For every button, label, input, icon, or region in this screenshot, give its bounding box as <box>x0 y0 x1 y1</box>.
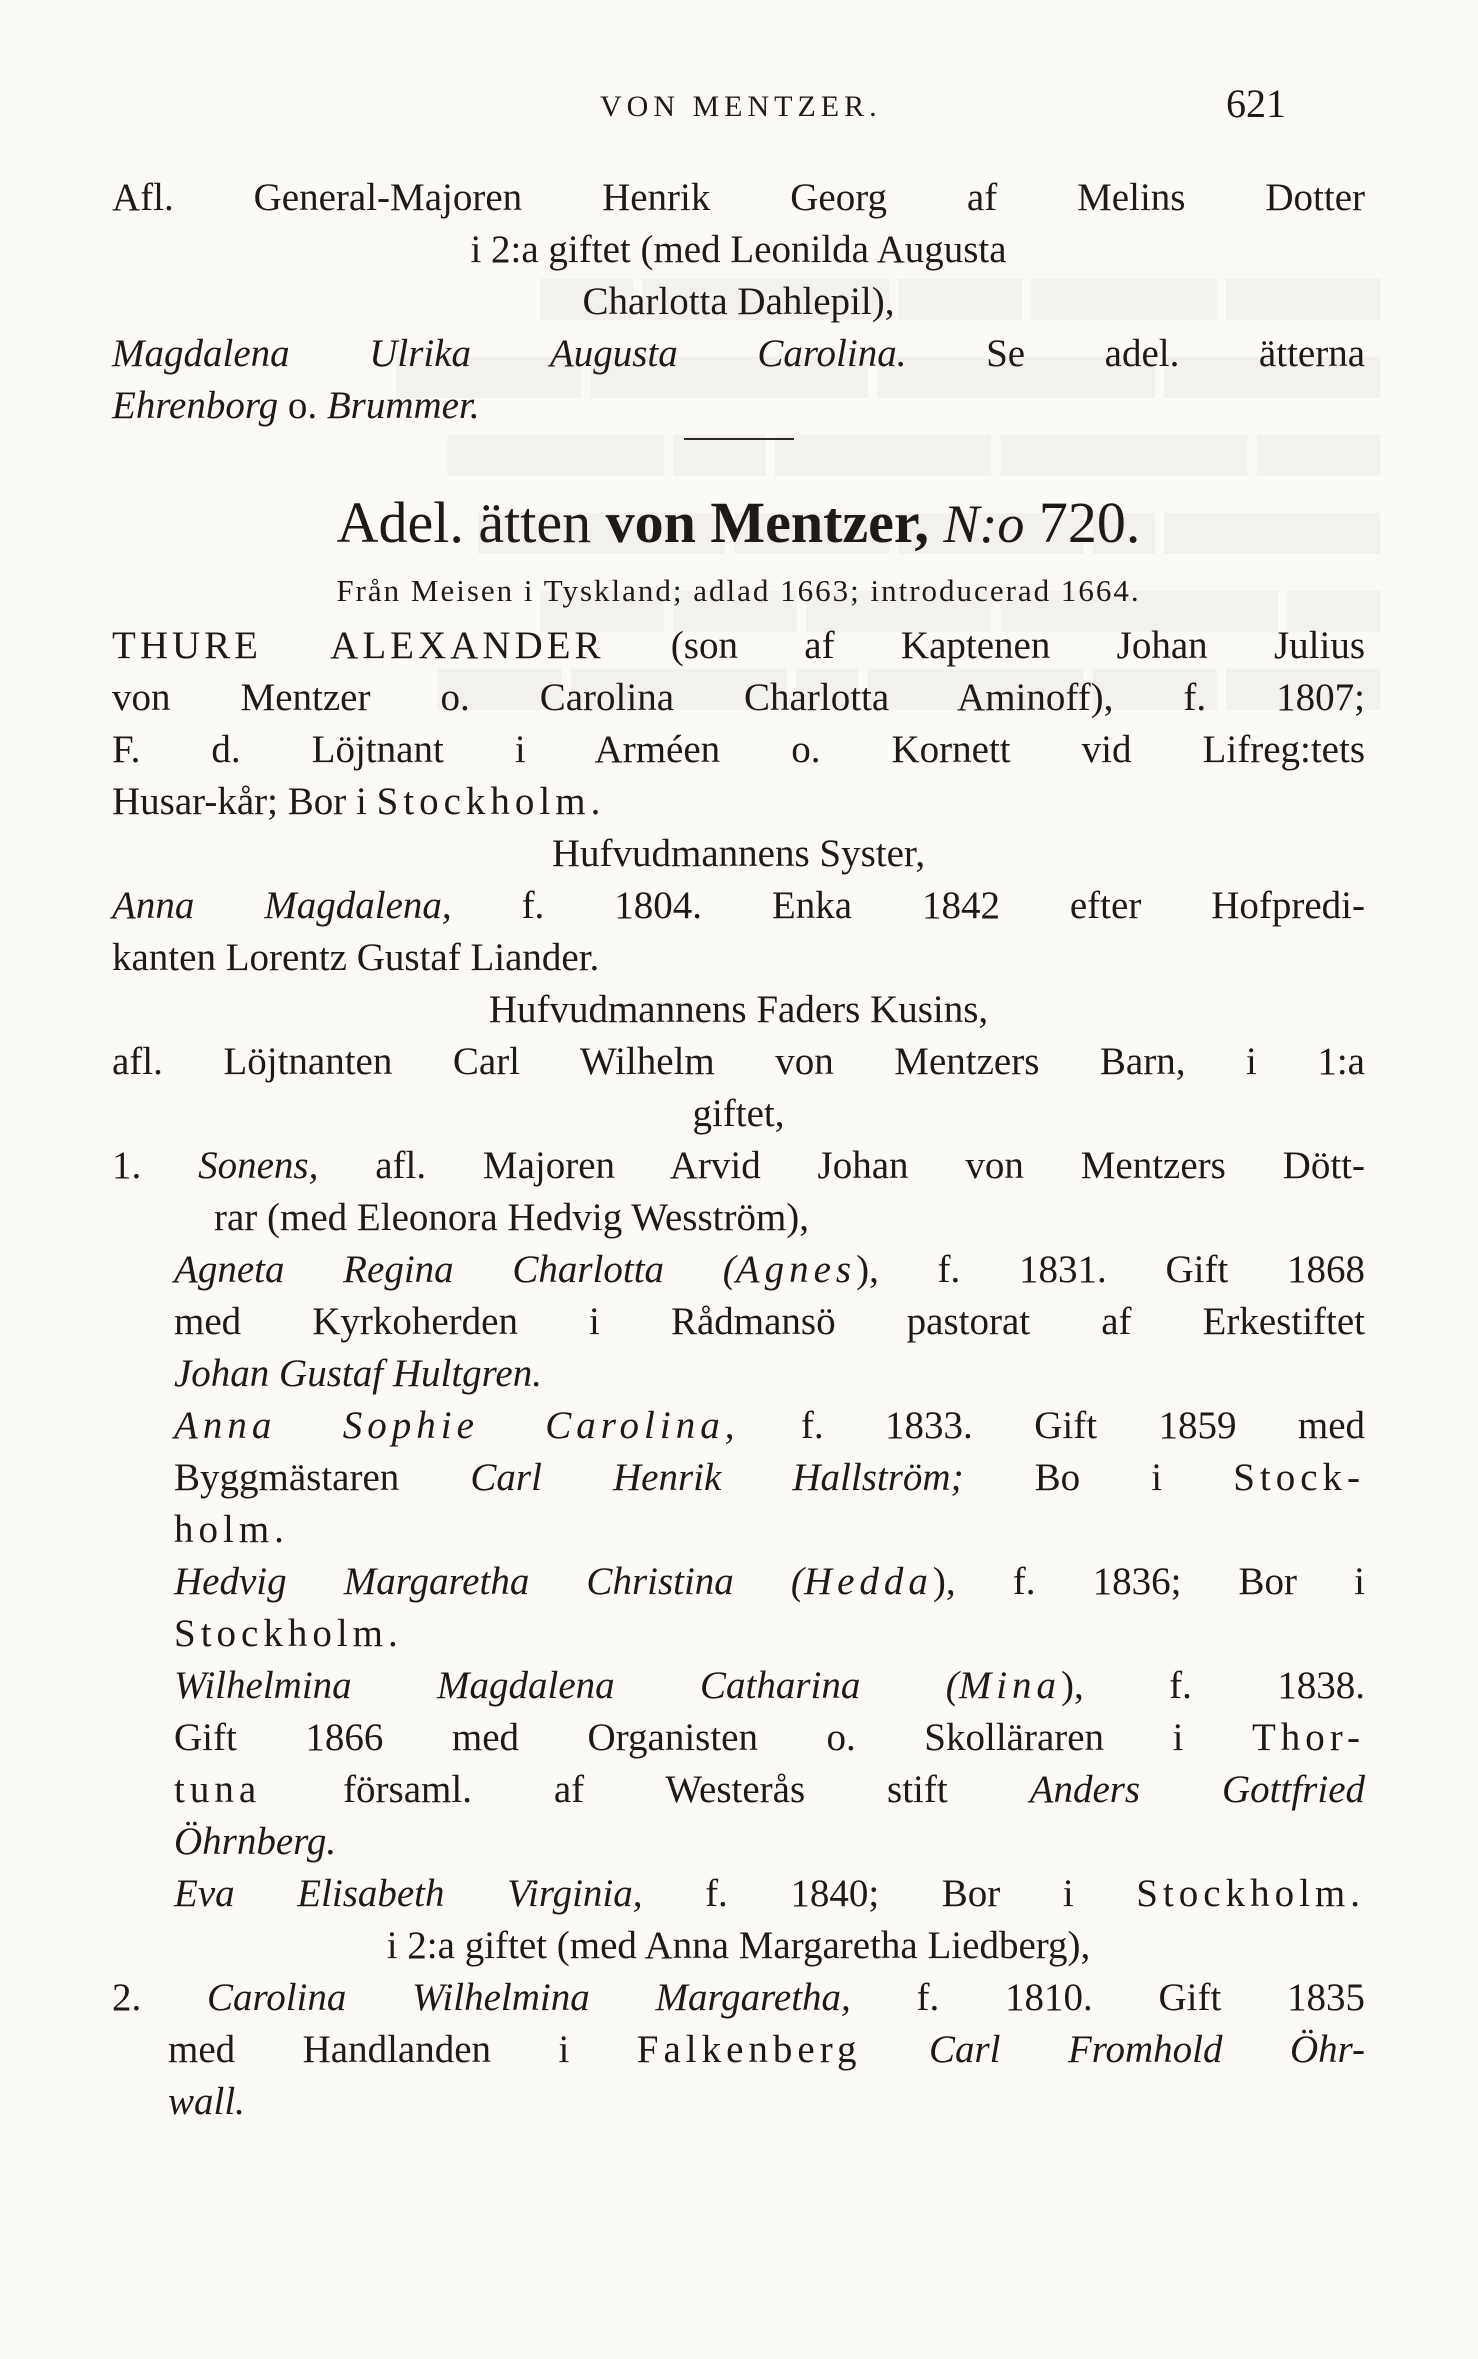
text-line: Byggmästaren Carl Henrik Hallström; Bo i Stock- <box>174 1456 1366 1499</box>
text-line: Charlotta Dahlepil), <box>582 280 895 323</box>
text-line: Hedvig Margaretha Christina (Hedda), f. 1836; Bor i <box>174 1560 1365 1603</box>
text-line: rar (med Eleonora Hedvig Wesström), <box>214 1196 810 1239</box>
page-body <box>112 172 1365 2128</box>
text-line: Öhrnberg. <box>174 1820 337 1863</box>
text-line: Eva Elisabeth Virginia, f. 1840; Bor i Stockholm. <box>174 1872 1365 1915</box>
text-line: Wilhelmina Magdalena Catharina (Mina), f. 1838. <box>174 1664 1365 1707</box>
text-line: holm. <box>174 1508 289 1551</box>
text-line: i 2:a giftet (med Anna Margaretha Liedberg), <box>386 1924 1091 1967</box>
text-line: med Kyrkoherden i Rådmansö pastorat af Erkestiftet <box>174 1300 1365 1343</box>
text-line: Johan Gustaf Hultgren. <box>174 1352 542 1395</box>
section-divider <box>684 438 794 440</box>
text-line: afl. Löjtnanten Carl Wilhelm von Mentzers Barn, i 1:a <box>112 1040 1365 1083</box>
section-subtitle: Från Meisen i Tyskland; adlad 1663; introducerad 1664. <box>336 573 1141 608</box>
section-title: Adel. ätten von Mentzer, N:o 720. <box>336 490 1141 555</box>
text-line: giftet, <box>692 1092 785 1135</box>
text-line: 2. Carolina Wilhelmina Margaretha, f. 1810. Gift 1835 <box>112 1976 1365 2019</box>
text-line: Ehrenborg o. Brummer. <box>112 384 480 427</box>
page-header <box>0 80 1478 140</box>
text-line: Anna Sophie Carolina, f. 1833. Gift 1859 med <box>174 1404 1365 1447</box>
text-line: Magdalena Ulrika Augusta Carolina. Se adel. ätterna <box>112 332 1366 375</box>
subheading: Hufvudmannens Syster, <box>551 832 926 875</box>
text-line: Husar-kår; Bor i Stockholm. <box>112 780 606 823</box>
text-line: Agneta Regina Charlotta (Agnes), f. 1831. Gift 1868 <box>174 1248 1365 1291</box>
text-line: Anna Magdalena, f. 1804. Enka 1842 efter Hofpredi- <box>112 884 1365 927</box>
running-head: VON MENTZER. <box>600 90 882 123</box>
text-line: Afl. General-Majoren Henrik Georg af Melins Dotter <box>112 176 1365 219</box>
text-line: med Handlanden i Falkenberg Carl Fromhold Öhr- <box>168 2028 1365 2071</box>
text-line: THURE ALEXANDER (son af Kaptenen Johan Julius <box>112 624 1366 667</box>
text-line: 1. Sonens, afl. Majoren Arvid Johan von Mentzers Dött- <box>112 1144 1365 1187</box>
subheading: Hufvudmannens Faders Kusins, <box>488 988 989 1031</box>
text-line: Stockholm. <box>174 1612 403 1655</box>
text-line: von Mentzer o. Carolina Charlotta Aminoff), f. 1807; <box>112 676 1365 719</box>
text-line: i 2:a giftet (med Leonilda Augusta <box>470 228 1007 271</box>
text-line: kanten Lorentz Gustaf Liander. <box>112 936 600 979</box>
page-number: 621 <box>1226 81 1286 126</box>
text-line: wall. <box>168 2080 245 2123</box>
text-line: tuna församl. af Westerås stift Anders Gottfried <box>174 1768 1366 1811</box>
text-line: Gift 1866 med Organisten o. Skolläraren i Thor- <box>174 1716 1365 1759</box>
text-line: F. d. Löjtnant i Arméen o. Kornett vid Lifreg:tets <box>112 728 1365 771</box>
